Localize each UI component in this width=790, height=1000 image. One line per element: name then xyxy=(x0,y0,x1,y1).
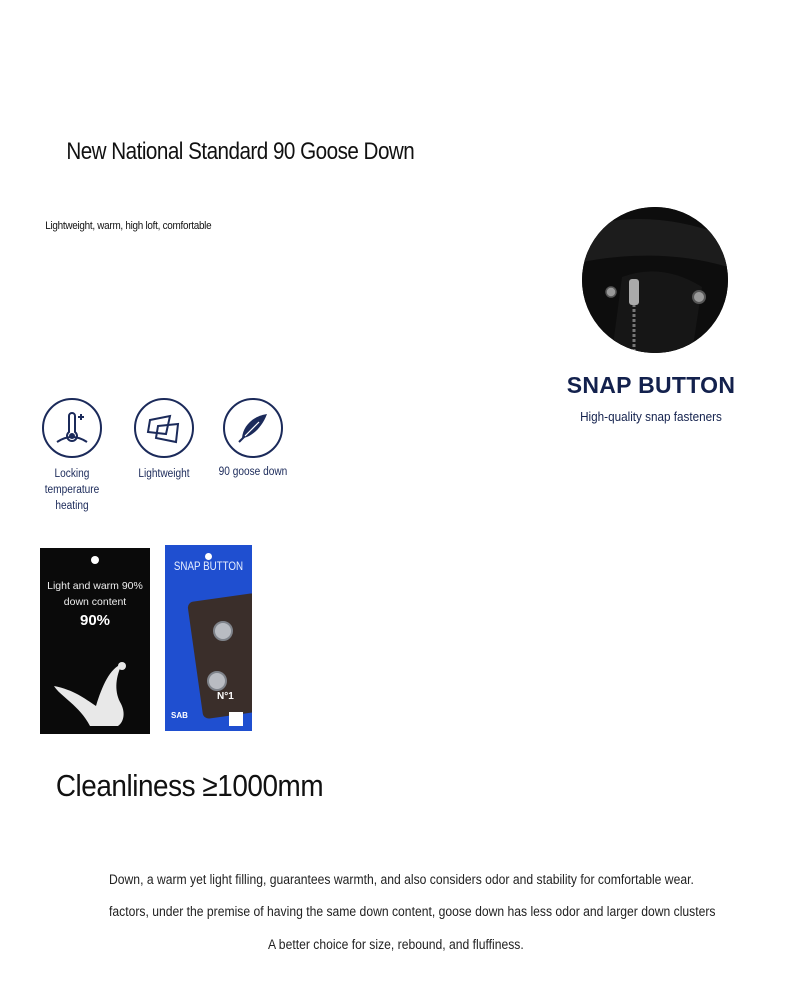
snap-button-heading: SNAP BUTTON xyxy=(566,372,736,398)
down-package-image xyxy=(40,548,150,734)
description-line: Down, a warm yet light filling, guarantees warmth, and also considers odor and stability for comfortable wear. xyxy=(109,872,694,887)
description-line: A better choice for size, rebound, and fluffiness. xyxy=(268,937,524,952)
package-badge: 90% xyxy=(79,612,111,629)
snap-button-photo xyxy=(582,207,728,353)
page-title: New National Standard 90 Goose Down xyxy=(66,138,415,165)
package-title: SNAP BUTTON xyxy=(173,561,244,573)
feature-goose-down xyxy=(205,398,301,480)
feature-label: Lightweight xyxy=(138,468,190,480)
package-text: Light and warm 90% down content xyxy=(47,580,143,608)
snap-button-package-image xyxy=(165,545,252,731)
feature-label: 90 goose down xyxy=(218,466,288,478)
snap-button-subheading: High-quality snap fasteners xyxy=(580,409,722,424)
page-subtitle: Lightweight, warm, high loft, comfortable xyxy=(45,220,212,232)
feature-label: Locking temperature heating xyxy=(44,468,100,512)
lightweight-fabric-icon xyxy=(134,398,194,458)
thermometer-icon xyxy=(42,398,102,458)
cleanliness-heading: Cleanliness ≥1000mm xyxy=(55,768,324,803)
description-line: factors, under the premise of having the same down content, goose down has less odor and larger down clusters xyxy=(109,904,716,919)
package-rank: N°1 xyxy=(217,691,234,702)
feather-icon xyxy=(223,398,283,458)
package-brand: SAB xyxy=(171,711,188,720)
feature-lightweight xyxy=(116,398,212,482)
swan-illustration xyxy=(50,656,142,728)
feature-locking-temperature xyxy=(24,398,120,514)
qr-code-icon xyxy=(229,712,243,726)
